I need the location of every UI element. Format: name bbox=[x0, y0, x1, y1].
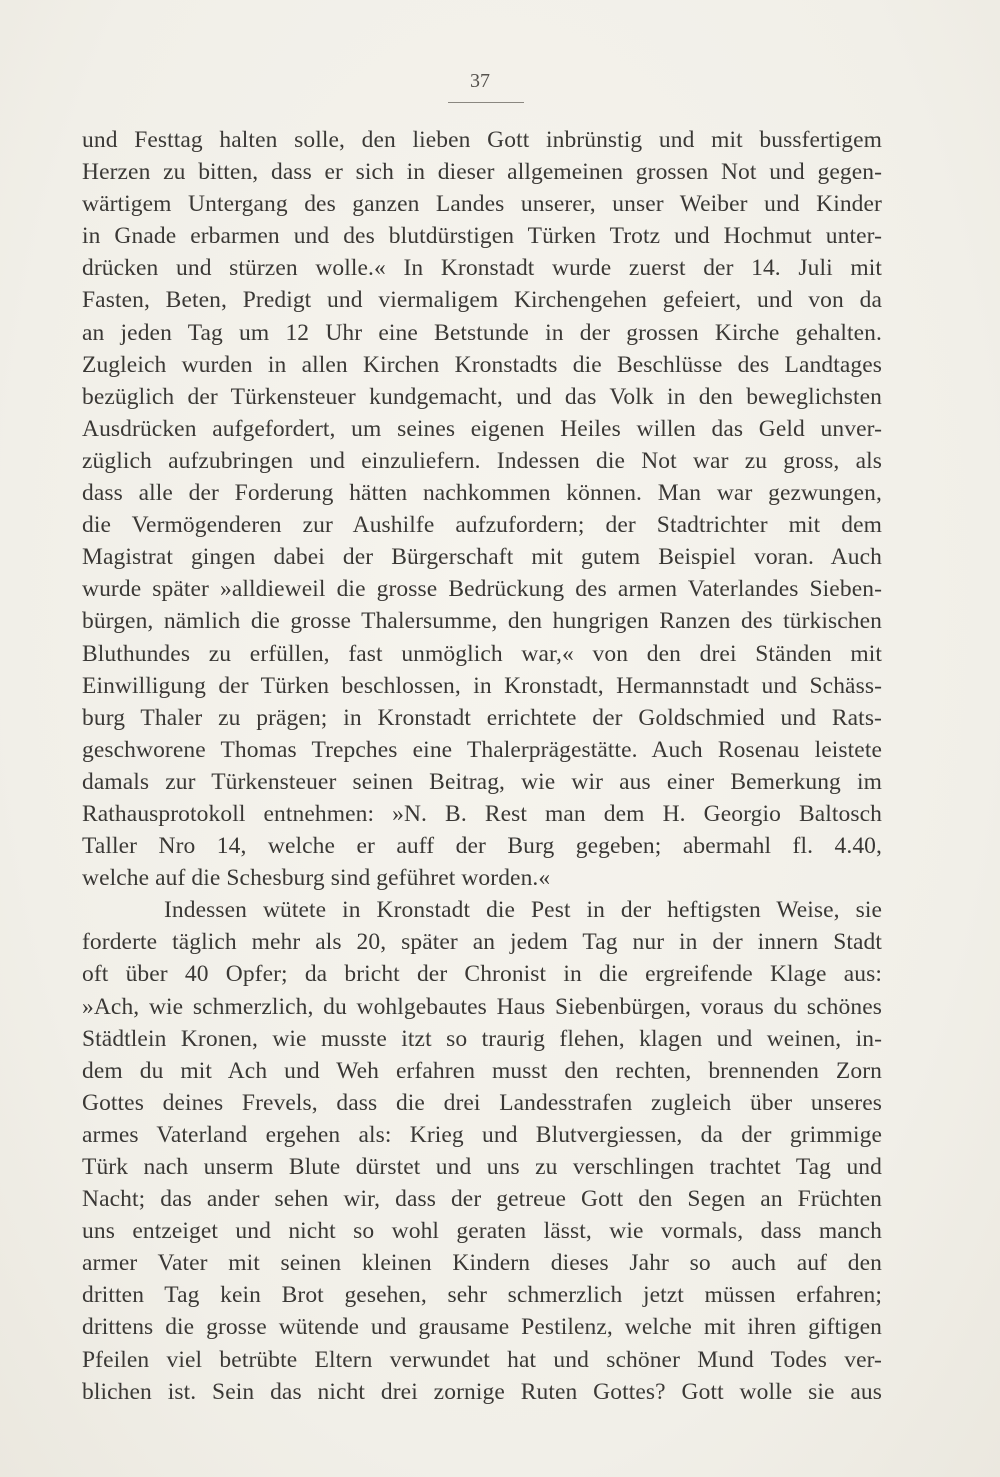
text-line: dem du mit Ach und Weh erfahren musst den rechten, brennenden Zorn bbox=[82, 1057, 882, 1084]
text-line: Nacht; das ander sehen wir, dass der getreue Gott den Segen an Früchten bbox=[82, 1186, 882, 1213]
text-line: Türk nach unserm Blute dürstet und uns zu verschlingen trachtet Tag und bbox=[82, 1154, 882, 1180]
text-line: damals zur Türkensteuer seinen Beitrag, wie wir aus einer Bemerkung im bbox=[82, 768, 882, 795]
text-line: Pfeilen viel betrübte Eltern verwundet hat und schöner Mund Todes ver- bbox=[82, 1346, 882, 1373]
text-line: an jeden Tag um 12 Uhr eine Betstunde in der grossen Kirche gehalten. bbox=[82, 319, 882, 346]
text-line: geschworene Thomas Trepches eine Thalerprägestätte. Auch Rosenau leistete bbox=[82, 736, 882, 763]
text-line: drittens die grosse wütende und grausame Pestilenz, welche mit ihren giftigen bbox=[82, 1314, 882, 1341]
text-line: Rathausprotokoll entnehmen: »N. B. Rest man dem H. Georgio Baltosch bbox=[82, 800, 882, 827]
text-line: die Vermögenderen zur Aushilfe aufzufordern; der Stadtrichter mit dem bbox=[82, 512, 882, 539]
text-line: dritten Tag kein Brot gesehen, sehr schmerzlich jetzt müssen erfahren; bbox=[82, 1282, 882, 1309]
text-line: Zugleich wurden in allen Kirchen Kronstadts die Beschlüsse des Landtages bbox=[82, 351, 882, 378]
text-line: Taller Nro 14, welche er auff der Burg gegeben; abermahl fl. 4.40, bbox=[82, 833, 882, 860]
text-line: Ausdrücken aufgefordert, um seines eigenen Heiles willen das Geld unver- bbox=[82, 415, 882, 442]
text-line: oft über 40 Opfer; da bricht der Chronist in die ergreifende Klage aus: bbox=[82, 961, 882, 988]
text-line: Gottes deines Frevels, dass die drei Landesstrafen zugleich über unseres bbox=[82, 1089, 882, 1116]
text-line: drücken und stürzen wolle.« In Kronstadt wurde zuerst der 14. Juli mit bbox=[82, 255, 882, 282]
text-line: Magistrat gingen dabei der Bürgerschaft mit gutem Beispiel voran. Auch bbox=[82, 544, 882, 571]
page-number: 37 bbox=[470, 70, 490, 92]
text-line: armer Vater mit seinen kleinen Kindern dieses Jahr so auch auf den bbox=[82, 1250, 882, 1277]
text-line: dass alle der Forderung hätten nachkommen können. Man war gezwungen, bbox=[82, 480, 882, 507]
text-line: blichen ist. Sein das nicht drei zornige Ruten Gottes? Gott wolle sie aus bbox=[82, 1378, 882, 1405]
text-line: Herzen zu bitten, dass er sich in dieser allgemeinen grossen Not und gegen- bbox=[82, 159, 882, 186]
text-line: züglich aufzubringen und einzuliefern. Indessen die Not war zu gross, als bbox=[82, 447, 882, 474]
text-line: bezüglich der Türkensteuer kundgemacht, und das Volk in den beweglichsten bbox=[82, 383, 882, 410]
text-line: in Gnade erbarmen und des blutdürstigen Türken Trotz und Hochmut unter- bbox=[82, 223, 882, 250]
text-line: forderte täglich mehr als 20, später an jedem Tag nur in der innern Stadt bbox=[82, 929, 882, 956]
text-line: Städtlein Kronen, wie musste itzt so traurig flehen, klagen und weinen, in- bbox=[82, 1025, 882, 1052]
body-text bbox=[82, 124, 882, 1408]
text-line-paragraph-start: Indessen wütete in Kronstadt die Pest in der heftigsten Weise, sie bbox=[164, 897, 882, 924]
text-line: und Festtag halten solle, den lieben Gott inbrünstig und mit bussfertigem bbox=[82, 127, 882, 153]
text-line: Fasten, Beten, Predigt und viermaligem Kirchengehen gefeiert, und von da bbox=[82, 287, 882, 314]
page-number-rule bbox=[448, 102, 524, 103]
text-line: Einwilligung der Türken beschlossen, in Kronstadt, Hermannstadt und Schäss- bbox=[82, 672, 882, 699]
text-line: wurde später »alldieweil die grosse Bedrückung des armen Vaterlandes Sieben- bbox=[82, 576, 882, 603]
text-line: burg Thaler zu prägen; in Kronstadt errichtete der Goldschmied und Rats- bbox=[82, 704, 882, 731]
text-line: Bluthundes zu erfüllen, fast unmöglich war,« von den drei Ständen mit bbox=[82, 640, 882, 667]
text-line: uns entzeiget und nicht so wohl geraten lässt, wie vormals, dass manch bbox=[82, 1218, 882, 1245]
text-line: bürgen, nämlich die grosse Thalersumme, den hungrigen Ranzen des türkischen bbox=[82, 608, 882, 635]
text-line: »Ach, wie schmerzlich, du wohlgebautes Haus Siebenbürgen, voraus du schönes bbox=[82, 993, 882, 1020]
text-line: armes Vaterland ergehen als: Krieg und Blutvergiessen, da der grimmige bbox=[82, 1121, 882, 1148]
text-line: wärtigem Untergang des ganzen Landes unserer, unser Weiber und Kinder bbox=[82, 191, 882, 218]
text-line-paragraph-end: welche auf die Schesburg sind geführet worden.« bbox=[82, 865, 551, 892]
